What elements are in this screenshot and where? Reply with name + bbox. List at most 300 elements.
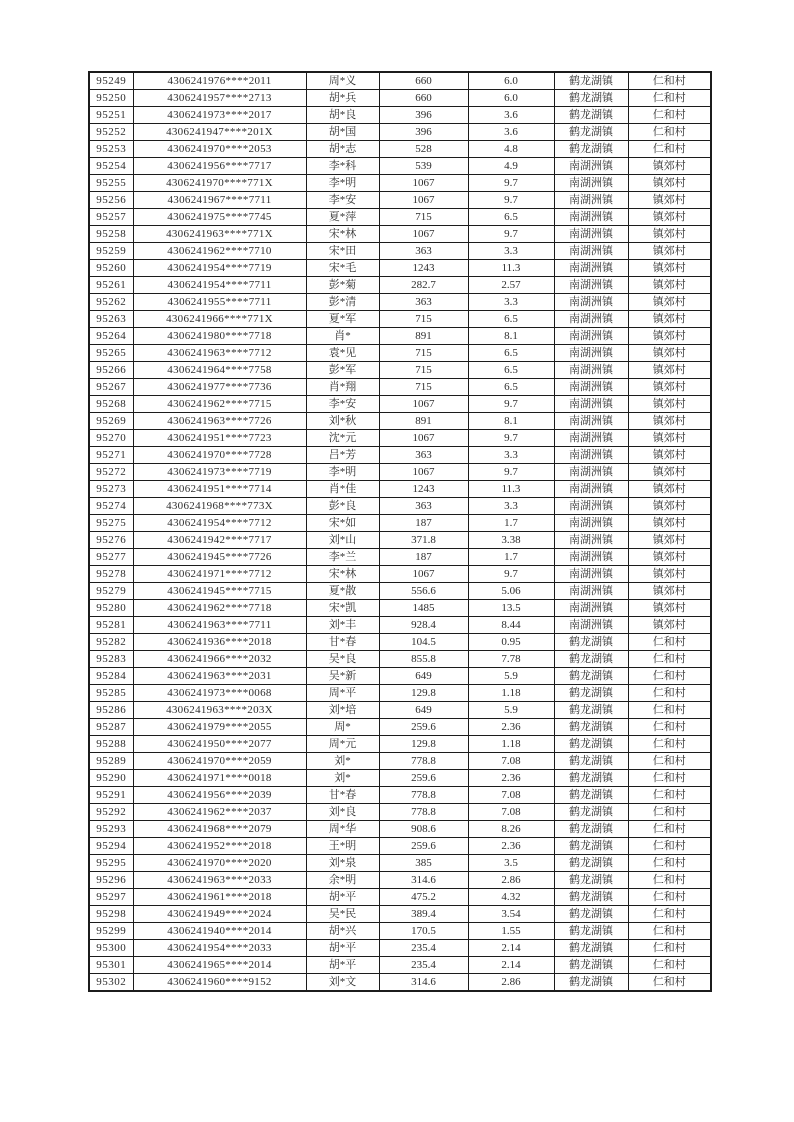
masked-name: 胡*国 xyxy=(306,124,379,141)
town: 鹤龙湖镇 xyxy=(554,940,628,957)
town: 鹤龙湖镇 xyxy=(554,804,628,821)
table-row xyxy=(89,413,711,430)
table-row xyxy=(89,158,711,175)
table-row xyxy=(89,379,711,396)
masked-id-number: 4306241973****0068 xyxy=(133,685,306,702)
serial-number: 95296 xyxy=(89,872,133,889)
masked-name: 王*明 xyxy=(306,838,379,855)
table-row xyxy=(89,175,711,192)
masked-id-number: 4306241973****2017 xyxy=(133,107,306,124)
town: 南湖洲镇 xyxy=(554,379,628,396)
town: 鹤龙湖镇 xyxy=(554,872,628,889)
masked-id-number: 4306241968****2079 xyxy=(133,821,306,838)
area: 1.18 xyxy=(468,685,554,702)
serial-number: 95300 xyxy=(89,940,133,957)
town: 鹤龙湖镇 xyxy=(554,702,628,719)
village: 仁和村 xyxy=(628,753,711,770)
serial-number: 95262 xyxy=(89,294,133,311)
amount: 1243 xyxy=(379,481,468,498)
table-row xyxy=(89,328,711,345)
amount: 1067 xyxy=(379,226,468,243)
amount: 129.8 xyxy=(379,685,468,702)
masked-id-number: 4306241956****7717 xyxy=(133,158,306,175)
table-row xyxy=(89,277,711,294)
table-row xyxy=(89,260,711,277)
masked-name: 夏*散 xyxy=(306,583,379,600)
serial-number: 95268 xyxy=(89,396,133,413)
masked-name: 周*华 xyxy=(306,821,379,838)
serial-number: 95278 xyxy=(89,566,133,583)
masked-id-number: 4306241971****0018 xyxy=(133,770,306,787)
amount: 715 xyxy=(379,311,468,328)
masked-name: 肖* xyxy=(306,328,379,345)
village: 镇郊村 xyxy=(628,396,711,413)
serial-number: 95295 xyxy=(89,855,133,872)
masked-name: 胡*兵 xyxy=(306,90,379,107)
masked-id-number: 4306241971****7712 xyxy=(133,566,306,583)
village: 仁和村 xyxy=(628,957,711,974)
amount: 715 xyxy=(379,362,468,379)
serial-number: 95290 xyxy=(89,770,133,787)
town: 南湖洲镇 xyxy=(554,396,628,413)
town: 南湖洲镇 xyxy=(554,175,628,192)
area: 1.18 xyxy=(468,736,554,753)
masked-name: 宋*毛 xyxy=(306,260,379,277)
records-table xyxy=(88,71,712,992)
masked-id-number: 4306241976****2011 xyxy=(133,72,306,90)
serial-number: 95294 xyxy=(89,838,133,855)
masked-name: 彭*清 xyxy=(306,294,379,311)
area: 3.5 xyxy=(468,855,554,872)
town: 鹤龙湖镇 xyxy=(554,855,628,872)
village: 镇郊村 xyxy=(628,566,711,583)
area: 2.86 xyxy=(468,872,554,889)
masked-name: 胡*志 xyxy=(306,141,379,158)
masked-id-number: 4306241954****7711 xyxy=(133,277,306,294)
area: 3.3 xyxy=(468,243,554,260)
masked-id-number: 4306241942****7717 xyxy=(133,532,306,549)
masked-id-number: 4306241950****2077 xyxy=(133,736,306,753)
masked-name: 吕*芳 xyxy=(306,447,379,464)
village: 镇郊村 xyxy=(628,430,711,447)
village: 仁和村 xyxy=(628,685,711,702)
table-row xyxy=(89,90,711,107)
records-table-body xyxy=(89,72,711,991)
village: 镇郊村 xyxy=(628,600,711,617)
masked-name: 刘*泉 xyxy=(306,855,379,872)
area: 7.78 xyxy=(468,651,554,668)
masked-name: 李*安 xyxy=(306,192,379,209)
village: 镇郊村 xyxy=(628,209,711,226)
town: 鹤龙湖镇 xyxy=(554,974,628,992)
table-row xyxy=(89,702,711,719)
town: 南湖洲镇 xyxy=(554,549,628,566)
masked-id-number: 4306241940****2014 xyxy=(133,923,306,940)
serial-number: 95299 xyxy=(89,923,133,940)
masked-id-number: 4306241963****7726 xyxy=(133,413,306,430)
masked-name: 刘*丰 xyxy=(306,617,379,634)
masked-name: 刘*文 xyxy=(306,974,379,992)
serial-number: 95298 xyxy=(89,906,133,923)
masked-id-number: 4306241962****7715 xyxy=(133,396,306,413)
serial-number: 95292 xyxy=(89,804,133,821)
masked-id-number: 4306241954****2033 xyxy=(133,940,306,957)
area: 7.08 xyxy=(468,804,554,821)
masked-name: 甘*春 xyxy=(306,634,379,651)
serial-number: 95273 xyxy=(89,481,133,498)
serial-number: 95258 xyxy=(89,226,133,243)
serial-number: 95275 xyxy=(89,515,133,532)
masked-id-number: 4306241951****7714 xyxy=(133,481,306,498)
masked-id-number: 4306241973****7719 xyxy=(133,464,306,481)
masked-id-number: 4306241956****2039 xyxy=(133,787,306,804)
town: 南湖洲镇 xyxy=(554,345,628,362)
table-row xyxy=(89,498,711,515)
serial-number: 95282 xyxy=(89,634,133,651)
masked-name: 周*义 xyxy=(306,72,379,90)
town: 鹤龙湖镇 xyxy=(554,889,628,906)
town: 鹤龙湖镇 xyxy=(554,124,628,141)
town: 南湖洲镇 xyxy=(554,498,628,515)
amount: 660 xyxy=(379,72,468,90)
town: 南湖洲镇 xyxy=(554,447,628,464)
village: 镇郊村 xyxy=(628,192,711,209)
amount: 556.6 xyxy=(379,583,468,600)
amount: 1067 xyxy=(379,430,468,447)
masked-name: 胡*兴 xyxy=(306,923,379,940)
serial-number: 95288 xyxy=(89,736,133,753)
area: 4.9 xyxy=(468,158,554,175)
masked-id-number: 4306241966****771X xyxy=(133,311,306,328)
table-row xyxy=(89,362,711,379)
town: 南湖洲镇 xyxy=(554,260,628,277)
village: 仁和村 xyxy=(628,804,711,821)
amount: 1067 xyxy=(379,464,468,481)
amount: 475.2 xyxy=(379,889,468,906)
amount: 1067 xyxy=(379,566,468,583)
amount: 908.6 xyxy=(379,821,468,838)
amount: 396 xyxy=(379,124,468,141)
amount: 891 xyxy=(379,413,468,430)
masked-id-number: 4306241977****7736 xyxy=(133,379,306,396)
area: 2.36 xyxy=(468,770,554,787)
masked-name: 刘*秋 xyxy=(306,413,379,430)
town: 南湖洲镇 xyxy=(554,226,628,243)
masked-name: 胡*平 xyxy=(306,940,379,957)
masked-id-number: 4306241954****7719 xyxy=(133,260,306,277)
village: 仁和村 xyxy=(628,940,711,957)
town: 鹤龙湖镇 xyxy=(554,685,628,702)
table-row xyxy=(89,464,711,481)
table-row xyxy=(89,668,711,685)
masked-id-number: 4306241947****201X xyxy=(133,124,306,141)
area: 6.0 xyxy=(468,90,554,107)
masked-id-number: 4306241968****773X xyxy=(133,498,306,515)
masked-name: 余*明 xyxy=(306,872,379,889)
village: 镇郊村 xyxy=(628,447,711,464)
area: 0.95 xyxy=(468,634,554,651)
amount: 282.7 xyxy=(379,277,468,294)
area: 11.3 xyxy=(468,481,554,498)
table-row xyxy=(89,311,711,328)
masked-id-number: 4306241963****2031 xyxy=(133,668,306,685)
masked-name: 宋*林 xyxy=(306,566,379,583)
masked-id-number: 4306241962****2037 xyxy=(133,804,306,821)
masked-id-number: 4306241963****7712 xyxy=(133,345,306,362)
area: 8.1 xyxy=(468,413,554,430)
serial-number: 95287 xyxy=(89,719,133,736)
amount: 235.4 xyxy=(379,957,468,974)
village: 仁和村 xyxy=(628,889,711,906)
masked-name: 宋*田 xyxy=(306,243,379,260)
table-row xyxy=(89,430,711,447)
area: 9.7 xyxy=(468,192,554,209)
village: 仁和村 xyxy=(628,702,711,719)
village: 仁和村 xyxy=(628,634,711,651)
table-row xyxy=(89,889,711,906)
masked-id-number: 4306241970****771X xyxy=(133,175,306,192)
masked-name: 夏*军 xyxy=(306,311,379,328)
masked-name: 刘*良 xyxy=(306,804,379,821)
masked-id-number: 4306241963****771X xyxy=(133,226,306,243)
masked-id-number: 4306241966****2032 xyxy=(133,651,306,668)
amount: 363 xyxy=(379,243,468,260)
table-row xyxy=(89,243,711,260)
village: 仁和村 xyxy=(628,668,711,685)
amount: 649 xyxy=(379,668,468,685)
area: 9.7 xyxy=(468,175,554,192)
area: 5.06 xyxy=(468,583,554,600)
table-row xyxy=(89,821,711,838)
town: 鹤龙湖镇 xyxy=(554,957,628,974)
village: 镇郊村 xyxy=(628,481,711,498)
village: 仁和村 xyxy=(628,72,711,90)
table-row xyxy=(89,447,711,464)
serial-number: 95255 xyxy=(89,175,133,192)
table-row xyxy=(89,617,711,634)
serial-number: 95297 xyxy=(89,889,133,906)
masked-name: 肖*翔 xyxy=(306,379,379,396)
serial-number: 95286 xyxy=(89,702,133,719)
town: 鹤龙湖镇 xyxy=(554,651,628,668)
town: 南湖洲镇 xyxy=(554,311,628,328)
village: 仁和村 xyxy=(628,719,711,736)
village: 镇郊村 xyxy=(628,532,711,549)
town: 南湖洲镇 xyxy=(554,294,628,311)
serial-number: 95276 xyxy=(89,532,133,549)
serial-number: 95249 xyxy=(89,72,133,90)
amount: 259.6 xyxy=(379,719,468,736)
town: 南湖洲镇 xyxy=(554,515,628,532)
table-row xyxy=(89,107,711,124)
amount: 891 xyxy=(379,328,468,345)
town: 南湖洲镇 xyxy=(554,192,628,209)
village: 镇郊村 xyxy=(628,549,711,566)
area: 6.5 xyxy=(468,379,554,396)
masked-name: 刘* xyxy=(306,753,379,770)
town: 鹤龙湖镇 xyxy=(554,753,628,770)
village: 仁和村 xyxy=(628,90,711,107)
serial-number: 95251 xyxy=(89,107,133,124)
masked-name: 甘*春 xyxy=(306,787,379,804)
town: 鹤龙湖镇 xyxy=(554,634,628,651)
area: 1.55 xyxy=(468,923,554,940)
village: 镇郊村 xyxy=(628,345,711,362)
serial-number: 95259 xyxy=(89,243,133,260)
town: 南湖洲镇 xyxy=(554,617,628,634)
table-row xyxy=(89,736,711,753)
village: 镇郊村 xyxy=(628,515,711,532)
area: 8.26 xyxy=(468,821,554,838)
masked-name: 胡*平 xyxy=(306,957,379,974)
area: 1.7 xyxy=(468,515,554,532)
table-row xyxy=(89,192,711,209)
table-row xyxy=(89,396,711,413)
table-row xyxy=(89,957,711,974)
town: 鹤龙湖镇 xyxy=(554,770,628,787)
village: 镇郊村 xyxy=(628,328,711,345)
area: 3.3 xyxy=(468,498,554,515)
town: 南湖洲镇 xyxy=(554,600,628,617)
amount: 660 xyxy=(379,90,468,107)
area: 4.8 xyxy=(468,141,554,158)
table-row xyxy=(89,549,711,566)
masked-id-number: 4306241970****2020 xyxy=(133,855,306,872)
masked-id-number: 4306241945****7726 xyxy=(133,549,306,566)
area: 2.57 xyxy=(468,277,554,294)
area: 6.5 xyxy=(468,311,554,328)
table-row xyxy=(89,226,711,243)
table-row xyxy=(89,124,711,141)
village: 仁和村 xyxy=(628,855,711,872)
serial-number: 95250 xyxy=(89,90,133,107)
serial-number: 95274 xyxy=(89,498,133,515)
area: 3.38 xyxy=(468,532,554,549)
masked-name: 吴*民 xyxy=(306,906,379,923)
masked-name: 彭*良 xyxy=(306,498,379,515)
town: 鹤龙湖镇 xyxy=(554,668,628,685)
table-row xyxy=(89,923,711,940)
town: 南湖洲镇 xyxy=(554,158,628,175)
town: 鹤龙湖镇 xyxy=(554,107,628,124)
masked-name: 宋*林 xyxy=(306,226,379,243)
masked-id-number: 4306241970****2053 xyxy=(133,141,306,158)
amount: 259.6 xyxy=(379,838,468,855)
amount: 1067 xyxy=(379,175,468,192)
amount: 649 xyxy=(379,702,468,719)
town: 鹤龙湖镇 xyxy=(554,821,628,838)
area: 6.0 xyxy=(468,72,554,90)
serial-number: 95272 xyxy=(89,464,133,481)
village: 仁和村 xyxy=(628,141,711,158)
table-row xyxy=(89,566,711,583)
masked-name: 彭*菊 xyxy=(306,277,379,294)
masked-id-number: 4306241961****2018 xyxy=(133,889,306,906)
masked-id-number: 4306241945****7715 xyxy=(133,583,306,600)
village: 仁和村 xyxy=(628,821,711,838)
masked-name: 吴*良 xyxy=(306,651,379,668)
area: 13.5 xyxy=(468,600,554,617)
town: 鹤龙湖镇 xyxy=(554,141,628,158)
masked-id-number: 4306241980****7718 xyxy=(133,328,306,345)
area: 3.3 xyxy=(468,447,554,464)
masked-id-number: 4306241936****2018 xyxy=(133,634,306,651)
table-row xyxy=(89,72,711,90)
serial-number: 95252 xyxy=(89,124,133,141)
town: 鹤龙湖镇 xyxy=(554,719,628,736)
amount: 928.4 xyxy=(379,617,468,634)
village: 镇郊村 xyxy=(628,362,711,379)
village: 镇郊村 xyxy=(628,617,711,634)
village: 镇郊村 xyxy=(628,175,711,192)
amount: 314.6 xyxy=(379,974,468,992)
area: 6.5 xyxy=(468,362,554,379)
masked-id-number: 4306241955****7711 xyxy=(133,294,306,311)
village: 仁和村 xyxy=(628,651,711,668)
village: 仁和村 xyxy=(628,923,711,940)
table-row xyxy=(89,515,711,532)
amount: 539 xyxy=(379,158,468,175)
village: 仁和村 xyxy=(628,906,711,923)
masked-id-number: 4306241963****203X xyxy=(133,702,306,719)
table-row xyxy=(89,787,711,804)
masked-id-number: 4306241979****2055 xyxy=(133,719,306,736)
table-row xyxy=(89,651,711,668)
village: 镇郊村 xyxy=(628,379,711,396)
table-row xyxy=(89,345,711,362)
serial-number: 95270 xyxy=(89,430,133,447)
masked-id-number: 4306241949****2024 xyxy=(133,906,306,923)
area: 9.7 xyxy=(468,566,554,583)
area: 9.7 xyxy=(468,396,554,413)
amount: 129.8 xyxy=(379,736,468,753)
amount: 363 xyxy=(379,447,468,464)
amount: 259.6 xyxy=(379,770,468,787)
amount: 715 xyxy=(379,209,468,226)
table-row xyxy=(89,685,711,702)
masked-id-number: 4306241962****7710 xyxy=(133,243,306,260)
serial-number: 95284 xyxy=(89,668,133,685)
serial-number: 95257 xyxy=(89,209,133,226)
table-row xyxy=(89,906,711,923)
masked-id-number: 4306241964****7758 xyxy=(133,362,306,379)
masked-name: 袁*见 xyxy=(306,345,379,362)
village: 镇郊村 xyxy=(628,583,711,600)
amount: 314.6 xyxy=(379,872,468,889)
table-row xyxy=(89,940,711,957)
area: 6.5 xyxy=(468,345,554,362)
serial-number: 95260 xyxy=(89,260,133,277)
table-row xyxy=(89,719,711,736)
village: 镇郊村 xyxy=(628,243,711,260)
village: 仁和村 xyxy=(628,974,711,992)
serial-number: 95293 xyxy=(89,821,133,838)
town: 鹤龙湖镇 xyxy=(554,787,628,804)
village: 仁和村 xyxy=(628,838,711,855)
amount: 1067 xyxy=(379,192,468,209)
amount: 385 xyxy=(379,855,468,872)
amount: 528 xyxy=(379,141,468,158)
village: 镇郊村 xyxy=(628,498,711,515)
masked-name: 彭*军 xyxy=(306,362,379,379)
area: 7.08 xyxy=(468,753,554,770)
table-row xyxy=(89,634,711,651)
town: 鹤龙湖镇 xyxy=(554,72,628,90)
area: 6.5 xyxy=(468,209,554,226)
village: 仁和村 xyxy=(628,872,711,889)
village: 镇郊村 xyxy=(628,226,711,243)
area: 8.44 xyxy=(468,617,554,634)
